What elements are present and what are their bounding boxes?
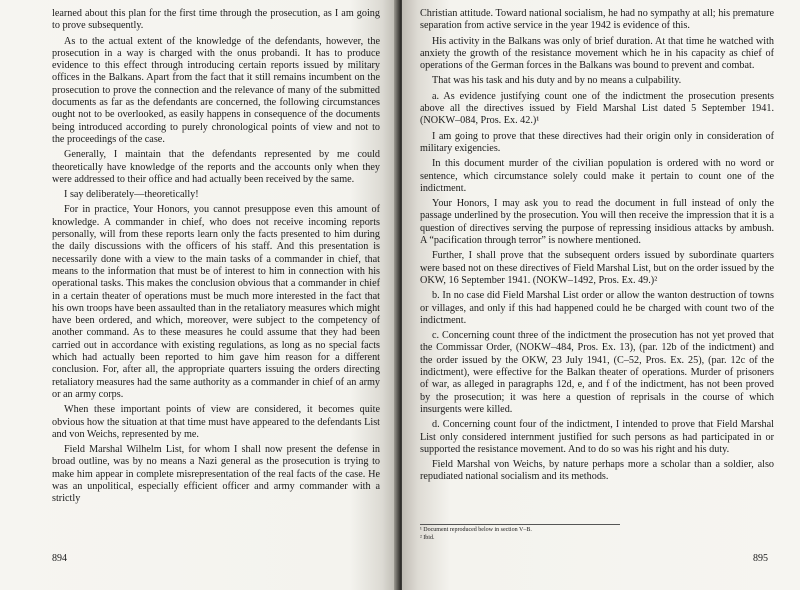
paragraph: c. Concerning count three of the indictment the prosecution has not yet proved that the Commissar Order, (NOKW–484, Pros. Ex. 13), (par. 12b of the indictment) and the order issued by the OKW, 23 July 1941, (C–52, Pros. Ex. 25), (par. 12c of the indictment), were effective for the Balkan theater of operations. Murder of prisoners of war, as alleged in paragraphs 12d, e, and f of the indictment, has not been proved by the prosecution; it was here a question of reprisals in the course of which insurgents were killed.	[420, 330, 774, 415]
paragraph: Field Marshal von Weichs, by nature perhaps more a scholar than a soldier, also repudiated national socialism and its methods.	[420, 459, 774, 483]
paragraph: Generally, I maintain that the defendants represented by me could theoretically have knowledge of the reports and the accounts only when they were addressed to their office and had actually been received by the same.	[52, 149, 380, 185]
left-page	[0, 0, 398, 590]
paragraph: Further, I shall prove that the subsequent orders issued by subordinate quarters were based not on these directives of Field Marshal List, but on the order issued by the OKW, 16 September 1941. (NOKW–1492, Pros. Ex. 49.)²	[420, 250, 774, 286]
paragraph: a. As evidence justifying count one of the indictment the prosecution presents above all the directives issued by Field Marshal List dated 5 September 1941. (NOKW–084, Pros. Ex. 42.)¹	[420, 90, 774, 127]
paragraph: I say deliberately—theoretically!	[64, 189, 199, 201]
left-page-text	[52, 8, 380, 506]
page-number: 895	[753, 553, 768, 564]
paragraph: Field Marshal Wilhelm List, for whom I shall now present the defense in broad outline, was by no means a Nazi general as the prosecution is trying to make him appear in complete misrepresentation of the real facts of the case. He was an unpolitical, especially efficient officer and army commander with a strictly	[52, 444, 380, 505]
paragraph: When these important points of view are considered, it becomes quite obvious how the situation at that time must have appeared to the defendants List and von Weichs, represented by me.	[52, 404, 380, 440]
paragraph: In this document murder of the civilian population is ordered with no word or sentence, which circumstance solely could make it pertain to count one of the indictment.	[420, 158, 774, 194]
paragraph: b. In no case did Field Marshal List order or allow the wanton destruction of towns or villages, and only if this had happened could he be charged with count two of the indictment.	[420, 290, 774, 326]
right-page-text	[420, 8, 774, 484]
paragraph: His activity in the Balkans was only of brief duration. At that time he watched with anxiety the growth of the resistance movement which he in his capacity as chief of operations of the German forces in the Balkans was bound to prevent and combat.	[420, 35, 774, 72]
paragraph: d. Concerning count four of the indictment, I intended to prove that Field Marshal List only considered internment justified for such persons as had participated in or supported the resistance movement. And to do so was his right and his duty.	[420, 419, 774, 455]
paragraph: Your Honors, I may ask you to read the document in full instead of only the passage underlined by the prosecution. You will then receive the impression that it is a question of directives serving the purpose of repressing insidious attacks by ambush. A “pacification through terror” is nowhere mentioned.	[420, 198, 774, 247]
paragraph: For in practice, Your Honors, you cannot presuppose even this amount of knowledge. A commander in chief, who does not receive incoming reports personally, will from these reports learn only the facts presented to him during the daily discussions with the officers of his staff. And this presentation is necessarily done with a view to the main tasks of a commander in chief, that means to the information that must be of interest to him in connection with his operational tasks. This makes the conclusion obvious that a commander in chief in a certain theater of operations must be much more interested in the fact that his own troops have been assaulted than in the retaliatory measures which might have been ordered, and which, moreover, were subject to the competency of another command. As to these measures he could assume that they had been carried out in accordance with existing regulations, as long as no special facts which had actually been reported to him gave him reason for a different conclusion. For, after all, the appropriate quarters issuing the orders directing retaliatory measures had the same authority as a commander in chief of an army or an army corps.	[52, 204, 380, 400]
right-page	[402, 0, 800, 590]
paragraph: That was his task and his duty and by no means a culpability.	[432, 75, 682, 87]
paragraph: learned about this plan for the first time through the prosecution, as I am going to prove subsequently.	[52, 8, 380, 32]
footnotes	[420, 524, 620, 542]
footnote: ² Ibid.	[420, 534, 435, 541]
paragraph: I am going to prove that these directives had their origin only in consideration of military exigencies.	[420, 130, 774, 154]
paragraph: As to the actual extent of the knowledge of the defendants, however, the prosecution in a way is charged with the onus probandi. It has to produce evidence to this effect through introducing certain reports issued by military offices in the Balkans. Apart from the fact that it still remains incumbent on the prosecution to prove the connection and the relevance of many of the submitted documents as far as the defendants are concerned, the following circumstances ought not to be overlooked, as easily happens in consequence of the documents being introduced according to purely chronological points of view and not to the proceedings of the case.	[52, 35, 380, 145]
footnote: ¹ Document reproduced below in section V–B.	[420, 527, 532, 533]
page-number: 894	[52, 553, 67, 564]
paragraph: Christian attitude. Toward national socialism, he had no sympathy at all; his premature separation from active service in the year 1942 is evidence of this.	[420, 8, 774, 32]
